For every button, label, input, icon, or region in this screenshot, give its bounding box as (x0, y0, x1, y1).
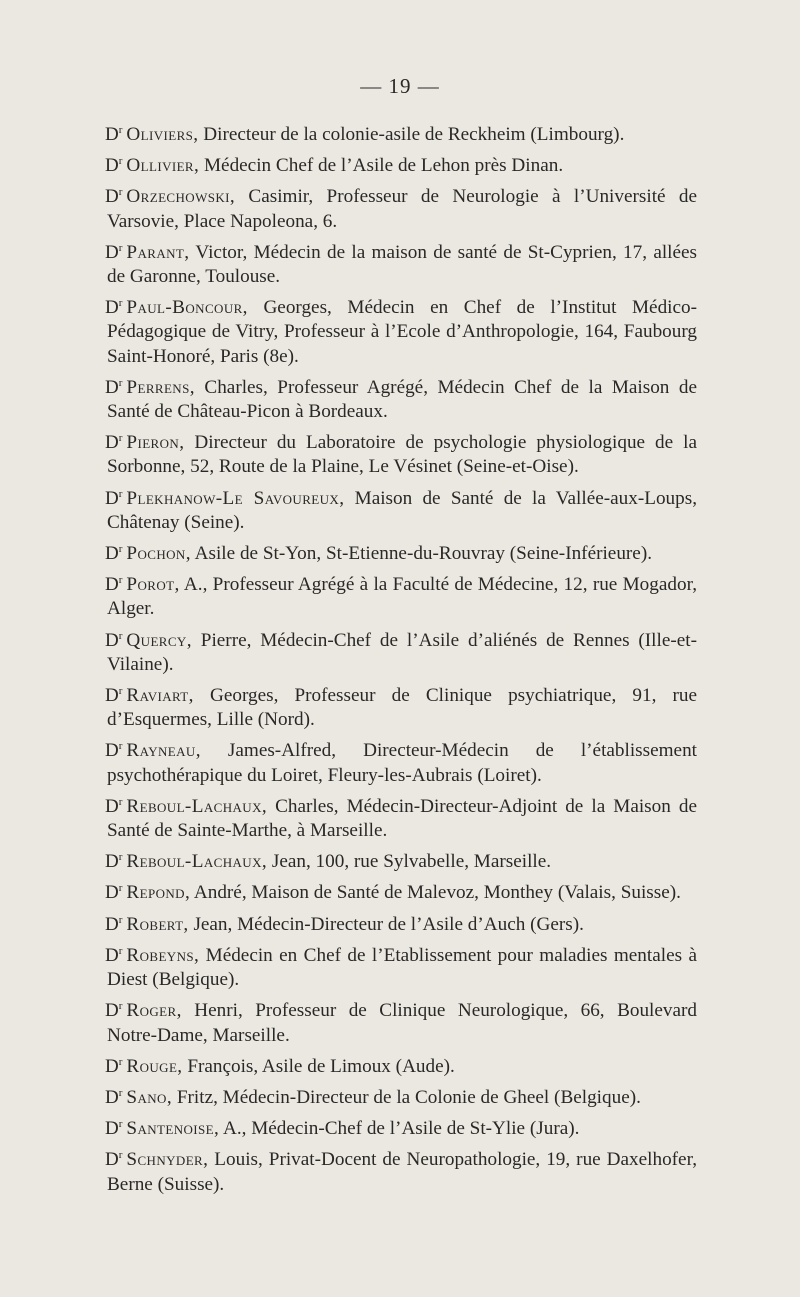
entry-text: Maison de Santé de la Vallée-aux-Loups, Châtenay (Seine). (107, 487, 697, 533)
entry-text: Charles, Professeur Agrégé, Médecin Chef de la Maison de Santé de Château-Picon à Bordeaux. (107, 376, 697, 423)
surname: Schnyder, (126, 1149, 209, 1171)
list-item (107, 236, 697, 289)
surname: Robert, (126, 913, 189, 935)
surname: Plekhanow-Le Savoureux, (126, 487, 345, 509)
title-dr: $D^r$ (105, 740, 123, 762)
title-dr: $D^r$ (105, 685, 123, 707)
surname: Santenoise, (126, 1118, 220, 1140)
entry-text: Asile de St-Yon, St-Etienne-du-Rouvray (Seine-Inférieure). (190, 543, 653, 565)
entry-text: James-Alfred, Directeur-Médecin de l’établissement psychothérapique du Loiret, Fleury-les-Aubrais (Loiret). (107, 740, 697, 786)
list-item (107, 876, 697, 905)
title-dr: $D^r$ (105, 186, 123, 208)
surname: Sano, (126, 1086, 173, 1108)
entry-text: Directeur du Laboratoire de psychologie physiologique de la Sorbonne, 52, Route de la Plaine, Le Vésinet (Seine-et-Oise). (107, 432, 697, 478)
entry-text: Directeur de la colonie-asile de Reckheim (Limbourg). (198, 124, 625, 145)
title-dr: $D^r$ (105, 124, 123, 145)
list-item (107, 939, 697, 992)
surname: Parant, (126, 241, 190, 263)
surname: Reboul-Lachaux, (126, 851, 268, 873)
title-dr: $D^r$ (105, 574, 123, 596)
list-item (107, 845, 697, 874)
entry-text: Charles, Médecin-Directeur-Adjoint de la Maison de Santé de Sainte-Marthe, à Marseille. (107, 795, 697, 842)
list-item (107, 679, 697, 732)
surname: Robeyns, (126, 944, 200, 966)
title-dr: $D^r$ (105, 297, 123, 319)
surname: Perrens, (126, 376, 195, 398)
surname: Paul-Boncour, (126, 297, 248, 319)
entry-text: A., Médecin-Chef de l’Asile de St-Ylie (Jura). (219, 1118, 580, 1140)
list-item (107, 1143, 697, 1196)
entry-text: François, Asile de Limoux (Aude). (182, 1055, 455, 1077)
title-dr: $D^r$ (105, 795, 123, 817)
list-item (107, 734, 697, 787)
list-item (107, 568, 697, 621)
title-dr: $D^r$ (105, 487, 123, 509)
title-dr: $D^r$ (105, 155, 123, 177)
title-dr: $D^r$ (105, 882, 123, 904)
surname: Repond, (126, 882, 191, 904)
page-number: — 19 — (360, 74, 440, 98)
list-item (107, 291, 697, 369)
title-dr: $D^r$ (105, 376, 123, 398)
entry-text: Jean, 100, rue Sylvabelle, Marseille. (267, 851, 552, 873)
list-item (107, 426, 697, 479)
entry-text: Georges, Médecin en Chef de l’Institut Médico-Pédagogique de Vitry, Professeur à l’Ecole d’Anthropologie, 164, Faubourg Saint-Honoré, Paris (8e). (107, 297, 697, 367)
entry-text: A., Professeur Agrégé à la Faculté de Médecine, 12, rue Mogador, Alger. (107, 574, 697, 620)
list-item (107, 1081, 697, 1110)
entry-text: Henri, Professeur de Clinique Neurologique, 66, Boulevard Notre-Dame, Marseille. (107, 1000, 697, 1046)
surname: Reboul-Lachaux, (126, 795, 268, 817)
list-item (107, 482, 697, 535)
entry-text: Casimir, Professeur de Neurologie à l’Université de Varsovie, Place Napoleona, 6. (107, 186, 697, 232)
title-dr: $D^r$ (105, 241, 123, 263)
entry-text: Médecin Chef de l’Asile de Lehon près Dinan. (199, 155, 564, 177)
title-dr: $D^r$ (105, 1055, 123, 1077)
entry-text: Pierre, Médecin-Chef de l’Asile d’aliénés de Rennes (Ille-et-Vilaine). (107, 629, 697, 675)
member-list (107, 118, 697, 1199)
list-item (107, 180, 697, 233)
list-item (107, 908, 697, 937)
entry-text: Victor, Médecin de la maison de santé de St-Cyprien, 17, allées de Garonne, Toulouse. (107, 241, 697, 288)
surname: Ollivier, (126, 155, 200, 177)
entry-text: Fritz, Médecin-Directeur de la Colonie de Gheel (Belgique). (172, 1086, 641, 1108)
entry-text: Louis, Privat-Docent de Neuropathologie, 19, rue Daxelhofer, Berne (Suisse). (107, 1149, 697, 1195)
list-item (107, 149, 697, 178)
list-item (107, 537, 697, 566)
title-dr: $D^r$ (105, 543, 123, 565)
list-item (107, 624, 697, 677)
title-dr: $D^r$ (105, 1000, 123, 1022)
list-item (107, 790, 697, 843)
list-item (107, 994, 697, 1047)
surname: Rayneau, (126, 740, 201, 762)
list-item (107, 118, 697, 147)
title-dr: $D^r$ (105, 629, 123, 651)
title-dr: $D^r$ (105, 1086, 123, 1108)
list-item (107, 371, 697, 424)
entry-text: Jean, Médecin-Directeur de l’Asile d’Auch (Gers). (188, 913, 584, 935)
title-dr: $D^r$ (105, 851, 123, 873)
surname: Raviart, (126, 685, 194, 707)
title-dr: $D^r$ (105, 1118, 123, 1140)
surname: Rouge, (126, 1055, 183, 1077)
surname: Porot, (126, 574, 180, 596)
list-item (107, 1050, 697, 1079)
title-dr: $D^r$ (105, 944, 123, 966)
surname: Quercy, (126, 629, 192, 651)
surname: Pochon, (126, 543, 191, 565)
entry-text: Georges, Professeur de Clinique psychiatrique, 91, rue d’Esquermes, Lille (Nord). (107, 685, 697, 731)
surname: Orzechowski, (126, 186, 236, 208)
title-dr: $D^r$ (105, 432, 123, 454)
title-dr: $D^r$ (105, 1149, 123, 1171)
surname: Oliviers, (126, 124, 199, 145)
entry-text: Médecin en Chef de l’Etablissement pour maladies mentales à Diest (Belgique). (107, 944, 697, 991)
surname: Roger, (126, 1000, 182, 1022)
list-item (107, 1112, 697, 1141)
entry-text: André, Maison de Santé de Malevoz, Monthey (Valais, Suisse). (190, 882, 681, 904)
surname: Pieron, (126, 432, 185, 454)
title-dr: $D^r$ (105, 913, 123, 935)
